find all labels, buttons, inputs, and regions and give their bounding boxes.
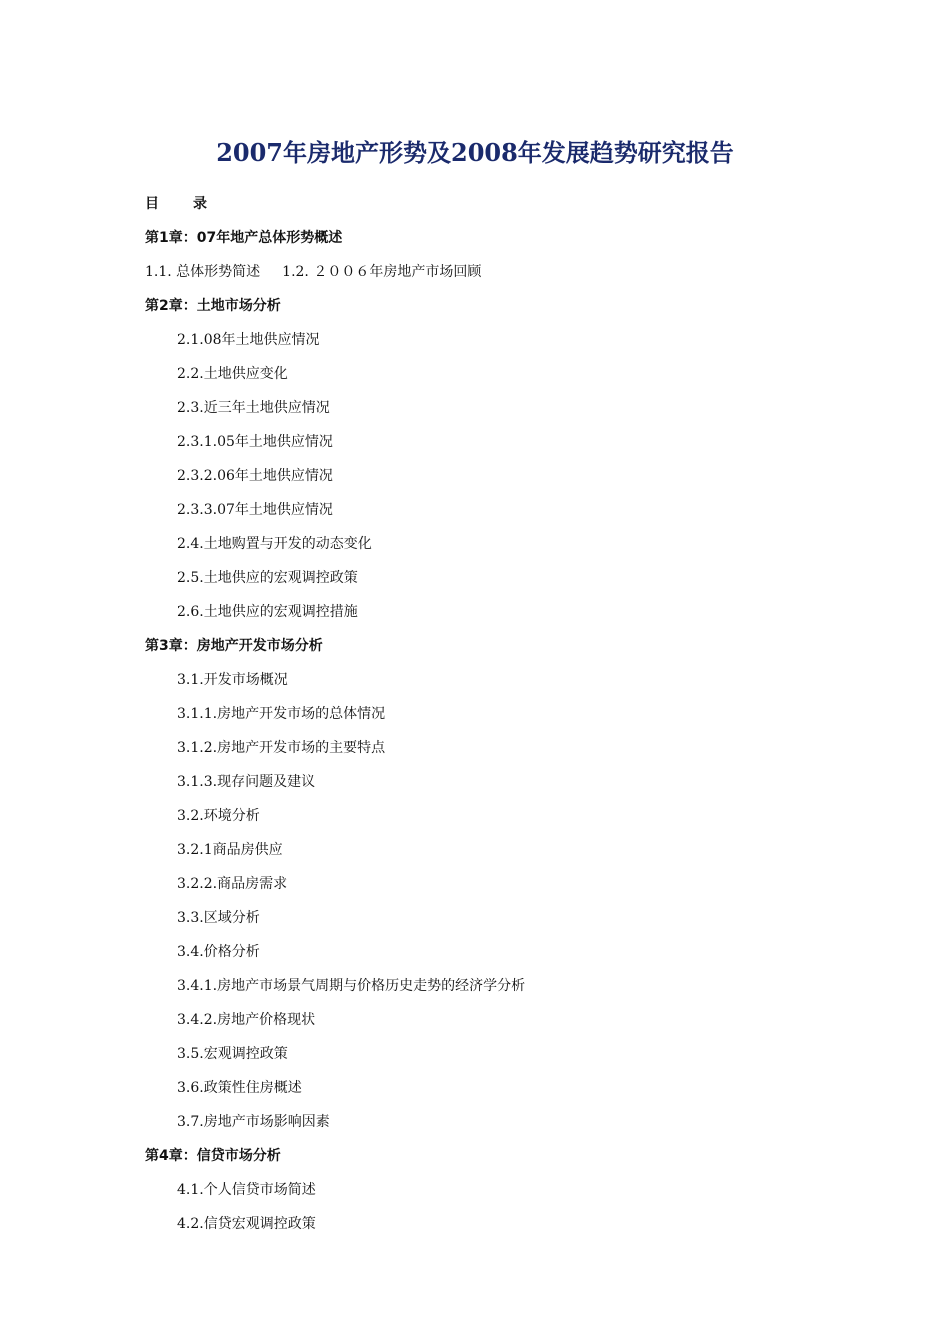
toc-item[interactable]: 3.1.1.房地产开发市场的总体情况 [177, 706, 386, 722]
toc-item[interactable]: 1.1. 总体形势简述 [145, 264, 261, 280]
toc-item[interactable]: 2.3.2.06年土地供应情况 [177, 468, 333, 484]
toc-item[interactable]: 2.3.1.05年土地供应情况 [177, 434, 333, 450]
toc-item[interactable]: 3.3.区域分析 [177, 910, 260, 926]
toc-item[interactable]: 2.3.3.07年土地供应情况 [177, 502, 333, 518]
toc-item[interactable]: 4.1.个人信贷市场简述 [177, 1182, 316, 1198]
toc-item[interactable]: 2.5.土地供应的宏观调控政策 [177, 570, 358, 586]
toc-item[interactable]: 2.4.土地购置与开发的动态变化 [177, 536, 372, 552]
chapter-2-heading[interactable]: 第2章：土地市场分析 [145, 298, 281, 314]
chapter-4-heading[interactable]: 第4章：信贷市场分析 [145, 1148, 281, 1164]
toc-item[interactable]: 1.2. ２００６年房地产市场回顾 [282, 264, 482, 280]
toc-item[interactable]: 3.2.1商品房供应 [177, 842, 283, 858]
toc-item[interactable]: 3.5.宏观调控政策 [177, 1046, 288, 1062]
toc-item[interactable]: 2.6.土地供应的宏观调控措施 [177, 604, 358, 620]
chapter-3-heading[interactable]: 第3章：房地产开发市场分析 [145, 638, 323, 654]
toc-item[interactable]: 3.1.开发市场概况 [177, 672, 288, 688]
toc-item[interactable]: 2.2.土地供应变化 [177, 366, 288, 382]
chapter-1-items [145, 262, 481, 282]
toc-item[interactable]: 4.2.信贷宏观调控政策 [177, 1216, 316, 1232]
toc-label [145, 194, 207, 214]
toc-item[interactable]: 3.1.3.现存问题及建议 [177, 774, 316, 790]
toc-item[interactable]: 3.7.房地产市场影响因素 [177, 1114, 330, 1130]
chapter-1-heading[interactable]: 第1章：07年地产总体形势概述 [145, 230, 343, 246]
toc-item[interactable]: 2.3.近三年土地供应情况 [177, 400, 330, 416]
toc-item[interactable]: 2.1.08年土地供应情况 [177, 332, 320, 348]
toc-label-char-2: 录 [193, 196, 207, 212]
toc-item[interactable]: 3.6.政策性住房概述 [177, 1080, 302, 1096]
toc-item[interactable]: 3.4.1.房地产市场景气周期与价格历史走势的经济学分析 [177, 978, 526, 994]
toc-item[interactable]: 3.2.2.商品房需求 [177, 876, 288, 892]
toc-item[interactable]: 3.2.环境分析 [177, 808, 260, 824]
toc-item[interactable]: 3.4.价格分析 [177, 944, 260, 960]
page-title: 2007年房地产形势及2008年发展趋势研究报告 [216, 138, 734, 167]
toc-label-char-1: 目 [145, 196, 159, 212]
toc-item[interactable]: 3.1.2.房地产开发市场的主要特点 [177, 740, 386, 756]
toc-item[interactable]: 3.4.2.房地产价格现状 [177, 1012, 316, 1028]
